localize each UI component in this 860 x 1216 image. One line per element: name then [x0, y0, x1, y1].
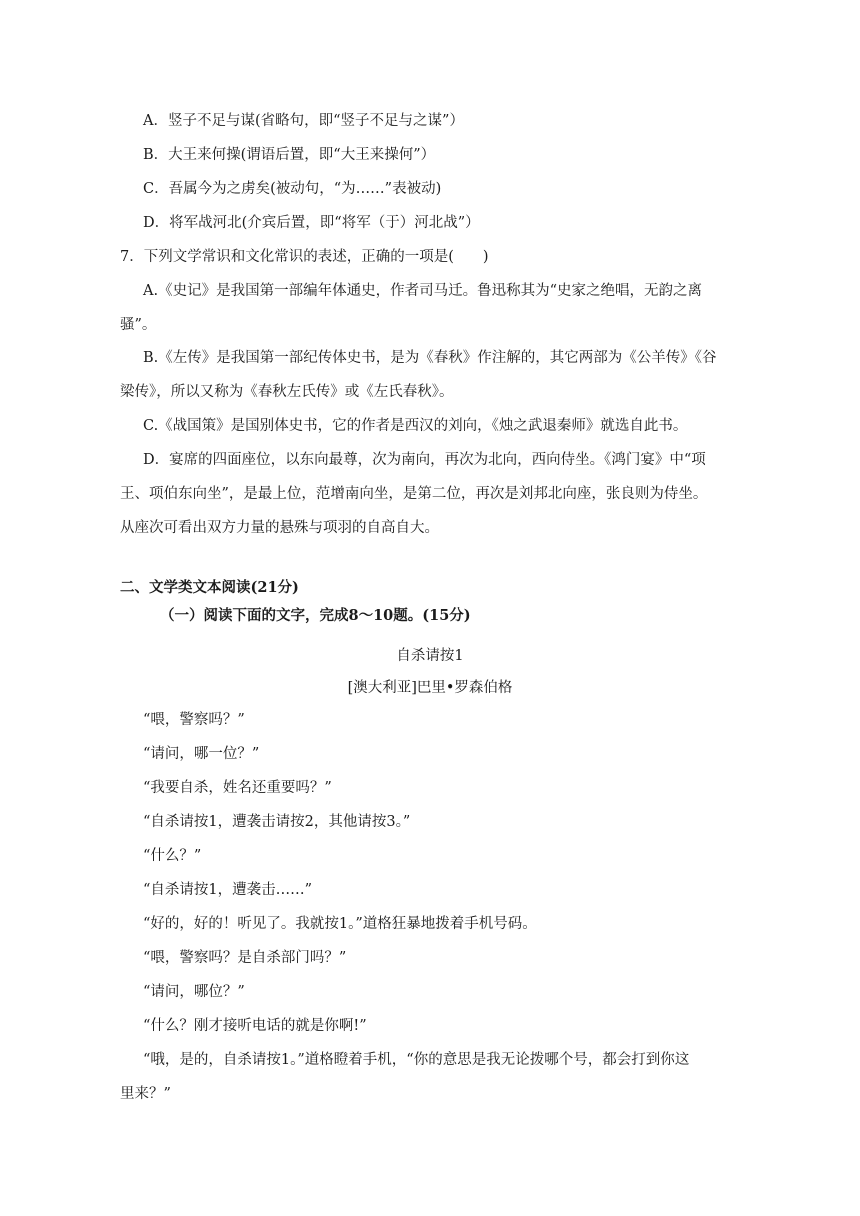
q7-option-b-line2: 梁传》，所以又称为《春秋左氏传》或《左氏春秋》。	[120, 384, 454, 400]
sub-section-heading: （一）阅读下面的文字，完成8～10题。(15分)	[160, 607, 471, 624]
q6-option-d: D．将军战河北(介宾后置，即“将军（于）河北战”）	[143, 215, 480, 231]
story-paragraph: “什么？刚才接听电话的就是你啊!”	[143, 1018, 367, 1034]
story-paragraph: “请问，哪一位？”	[143, 746, 260, 762]
story-paragraph: “请问，哪位？”	[143, 984, 245, 1000]
q6-option-b: B．大王来何操(谓语后置，即“大王来操何”）	[143, 147, 436, 163]
q7-stem: 7．下列文学常识和文化常识的表述，正确的一项是( )	[120, 249, 489, 265]
story-paragraph-last-line1: “哦，是的，自杀请按1。”道格瞪着手机，“你的意思是我无论拨哪个号，都会打到你这	[143, 1052, 690, 1068]
story-paragraph: “自杀请按1，遭袭击请按2，其他请按3。”	[143, 814, 411, 830]
story-paragraph: “什么？”	[143, 848, 202, 864]
q7-option-d-line1: D．宴席的四面座位，以东向最尊，次为南向，再次为北向，西向侍坐。《鸿门宴》中“项	[143, 452, 706, 468]
section-heading: 二、文学类文本阅读(21分)	[120, 579, 299, 596]
story-paragraph: “喂，警察吗？是自杀部门吗？”	[143, 950, 347, 966]
q7-option-d-line2: 王、项伯东向坐”，是最上位，范增南向坐，是第二位，再次是刘邦北向座，张良则为侍坐。	[120, 486, 708, 502]
q7-option-c-line1: C.《战国策》是国别体史书，它的作者是西汉的刘向，《烛之武退秦师》就选自此书。	[143, 418, 688, 434]
story-paragraph: “喂，警察吗？”	[143, 712, 245, 728]
q7-option-a-line1: A.《史记》是我国第一部编年体通史，作者司马迁。鲁迅称其为“史家之绝唱，无韵之离	[143, 283, 702, 299]
q7-option-d-line3: 从座次可看出双方力量的悬殊与项羽的自高自大。	[120, 520, 439, 536]
q7-option-a-line2: 骚”。	[120, 317, 157, 333]
story-paragraph: “我要自杀，姓名还重要吗？”	[143, 780, 332, 796]
q6-option-c: C．吾属今为之虏矣(被动句，“为……”表被动)	[143, 181, 442, 197]
story-paragraph: “自杀请按1，遭袭击……”	[143, 882, 313, 898]
q7-option-b-line1: B.《左传》是我国第一部纪传体史书，是为《春秋》作注解的，其它两部为《公羊传》《谷	[143, 350, 717, 366]
story-paragraph: “好的，好的！听见了。我就按1。”道格狂暴地拨着手机号码。	[143, 916, 537, 932]
story-title: 自杀请按1	[396, 648, 464, 664]
story-author: [澳大利亚]巴里•罗森伯格	[347, 680, 513, 696]
q6-option-a: A．竖子不足与谋(省略句，即“竖子不足与之谋”）	[143, 113, 464, 129]
story-paragraph-last-line2: 里来？”	[120, 1086, 171, 1102]
